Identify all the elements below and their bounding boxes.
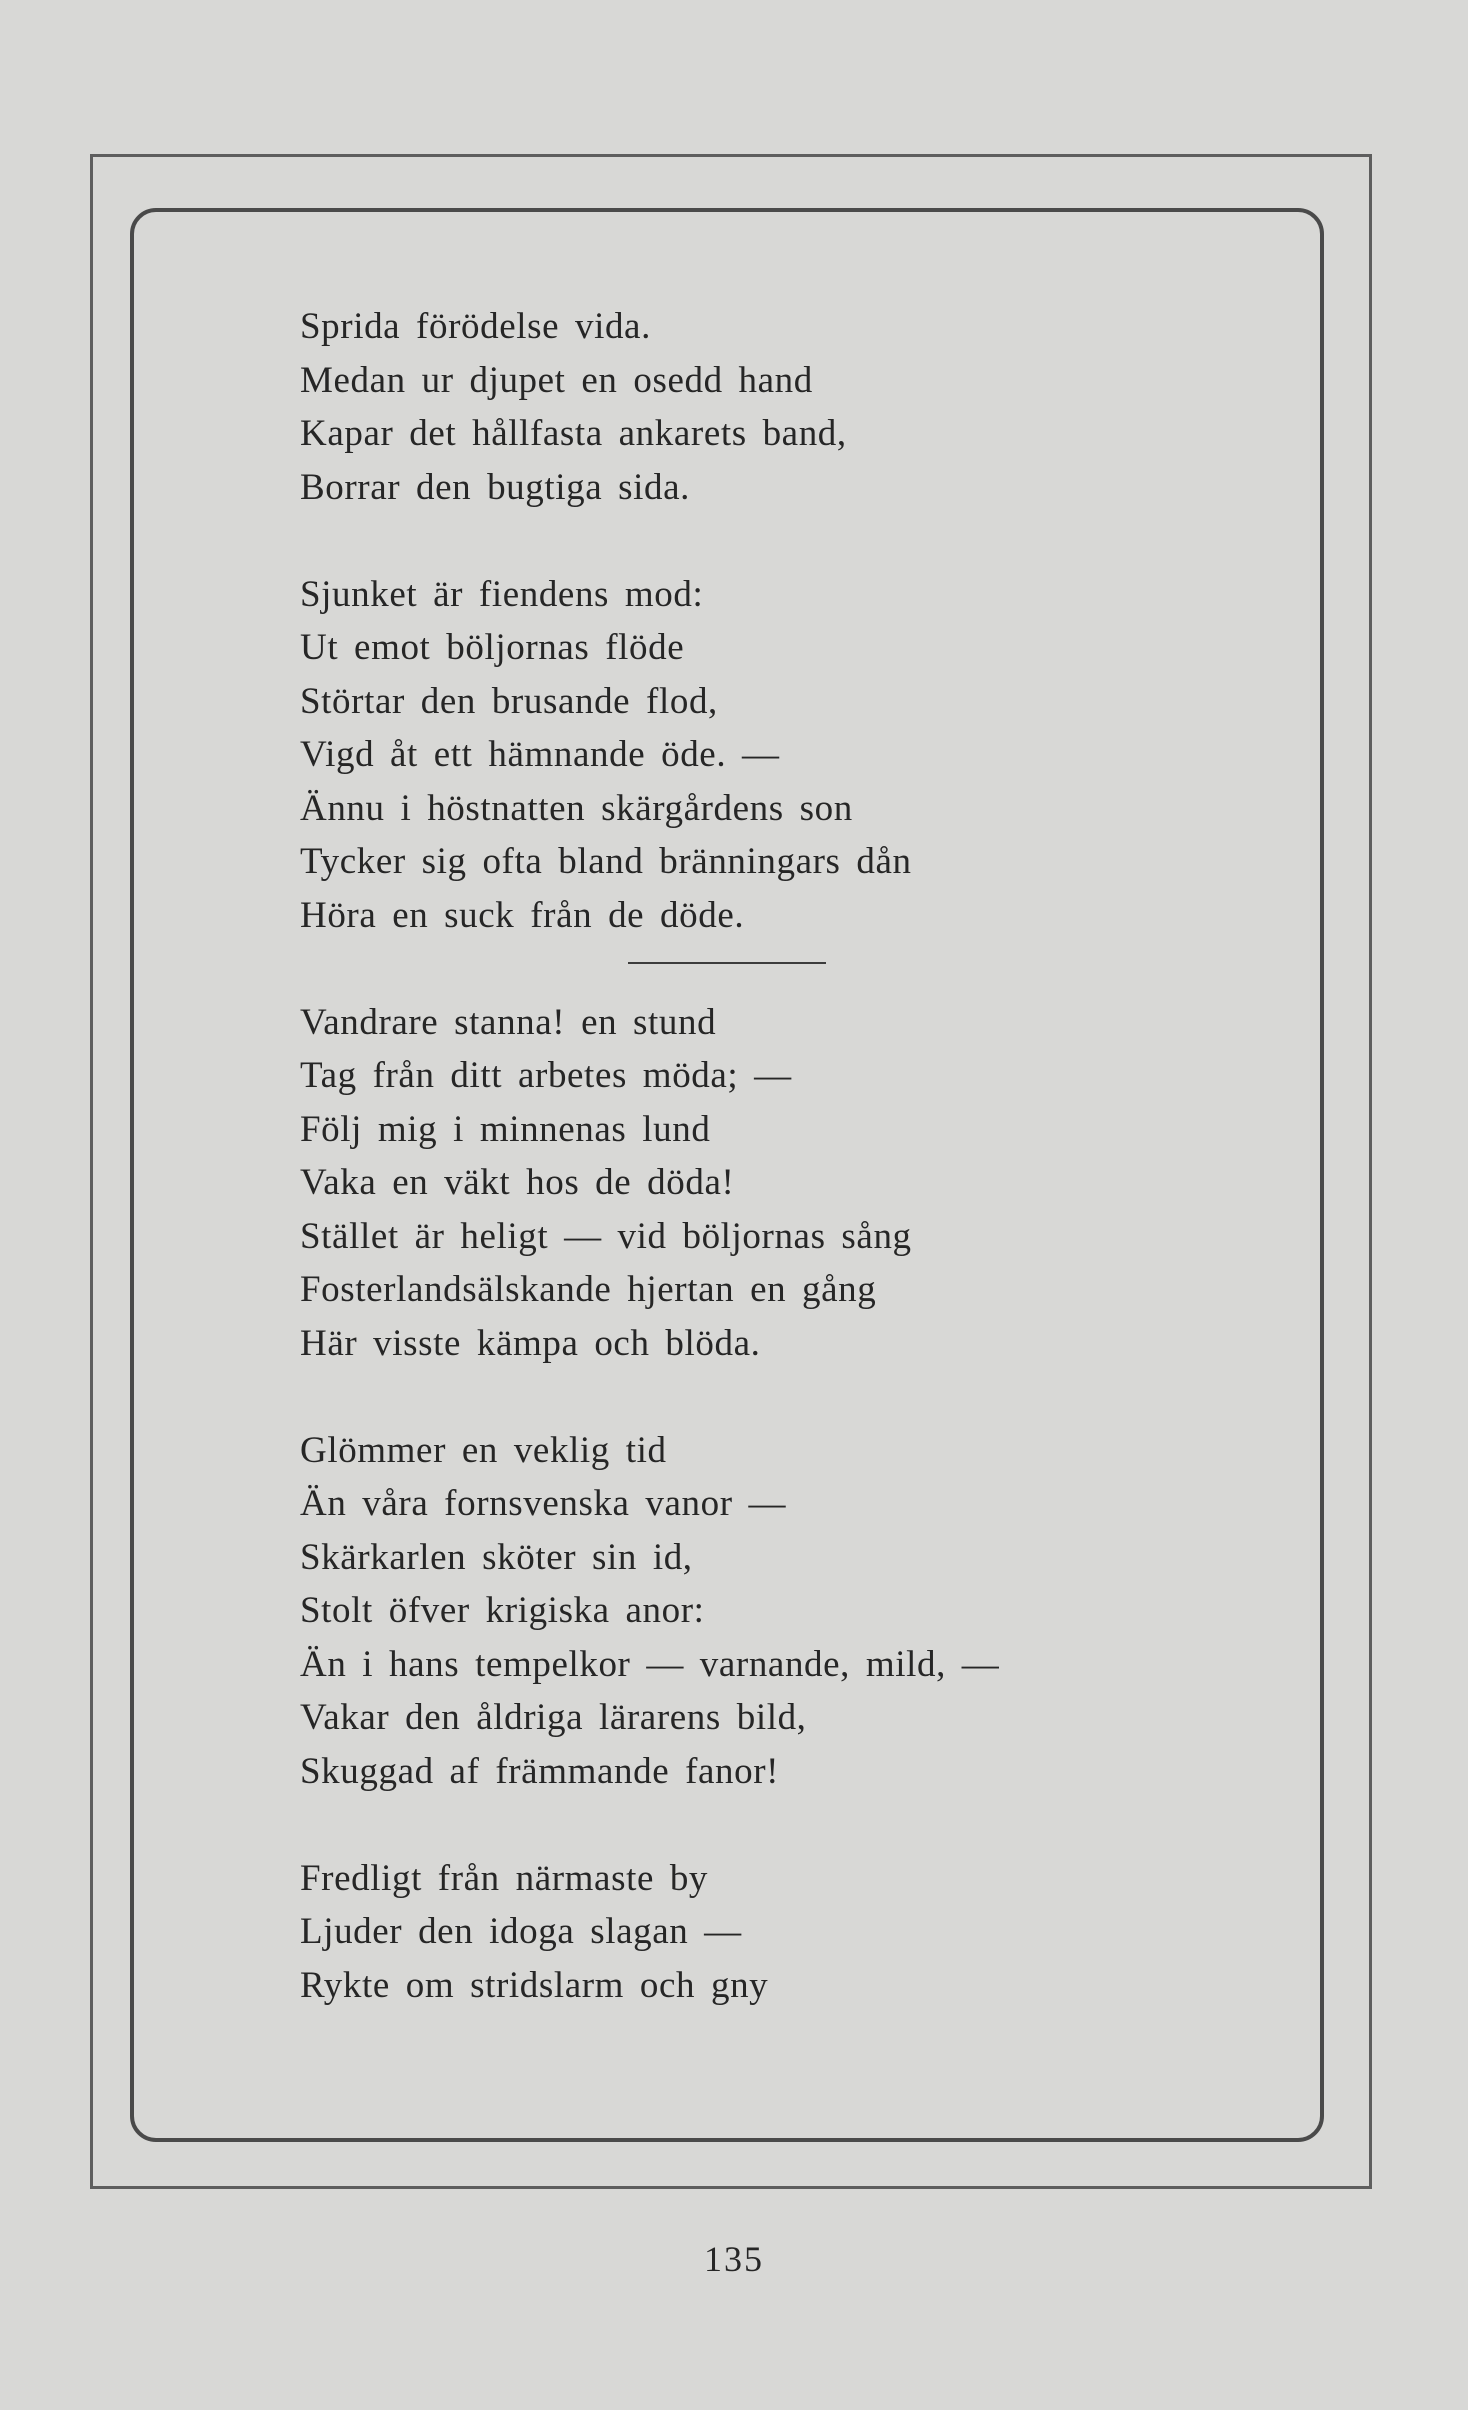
poem-line: Höra en suck från de döde.	[300, 894, 745, 936]
poem-line: Följ mig i minnenas lund	[300, 1108, 711, 1150]
poem-line: Stället är heligt — vid böljornas sång	[300, 1215, 912, 1257]
poem-line: Tycker sig ofta bland bränningars dån	[300, 841, 912, 882]
poem-line: Än våra fornsvenska vanor —	[300, 1483, 787, 1524]
poem-line: Glömmer en veklig tid	[300, 1429, 667, 1471]
section-divider-rule	[628, 962, 826, 964]
poem-line: Kapar det hållfasta ankarets band,	[300, 413, 847, 454]
poem-line: Ut emot böljornas flöde	[300, 627, 685, 668]
poem-line: Borrar den bugtiga sida.	[300, 466, 690, 508]
stanza-1	[300, 300, 1200, 514]
stanza-gap	[300, 514, 1200, 568]
poem-line: Fosterlandsälskande hjertan en gång	[300, 1269, 877, 1310]
poem-line: Här visste kämpa och blöda.	[300, 1322, 761, 1364]
stanza-3	[300, 996, 1200, 1371]
poem-line: Rykte om stridslarm och gny	[300, 1964, 769, 2006]
stanza-gap	[300, 942, 1200, 996]
poem-line: Skuggad af främmande fanor!	[300, 1750, 780, 1792]
poem-line: Ännu i höstnatten skärgårdens son	[300, 787, 853, 829]
stanza-gap	[300, 1798, 1200, 1852]
poem-text	[300, 300, 1200, 2012]
poem-line: Fredligt från närmaste by	[300, 1857, 709, 1899]
poem-line: Medan ur djupet en osedd hand	[300, 359, 813, 401]
poem-line: Vandrare stanna! en stund	[300, 1001, 717, 1043]
poem-line: Än i hans tempelkor — varnande, mild, —	[300, 1643, 1000, 1685]
stanza-5	[300, 1852, 1200, 2013]
poem-line: Sprida förödelse vida.	[300, 306, 651, 347]
stanza-4	[300, 1424, 1200, 1799]
poem-line: Vigd åt ett hämnande öde. —	[300, 734, 780, 775]
poem-line: Tag från ditt arbetes möda; —	[300, 1055, 792, 1096]
stanza-2	[300, 568, 1200, 943]
poem-line: Sjunket är fiendens mod:	[300, 573, 704, 615]
stanza-gap	[300, 1370, 1200, 1424]
poem-line: Stolt öfver krigiska anor:	[300, 1590, 705, 1631]
page-number: 135	[704, 2239, 764, 2279]
poem-line: Skärkarlen sköter sin id,	[300, 1536, 693, 1578]
poem-line: Ljuder den idoga slagan —	[300, 1911, 742, 1952]
poem-line: Vakar den åldriga lärarens bild,	[300, 1697, 807, 1738]
poem-line: Störtar den brusande flod,	[300, 680, 718, 722]
poem-line: Vaka en väkt hos de döda!	[300, 1162, 735, 1203]
